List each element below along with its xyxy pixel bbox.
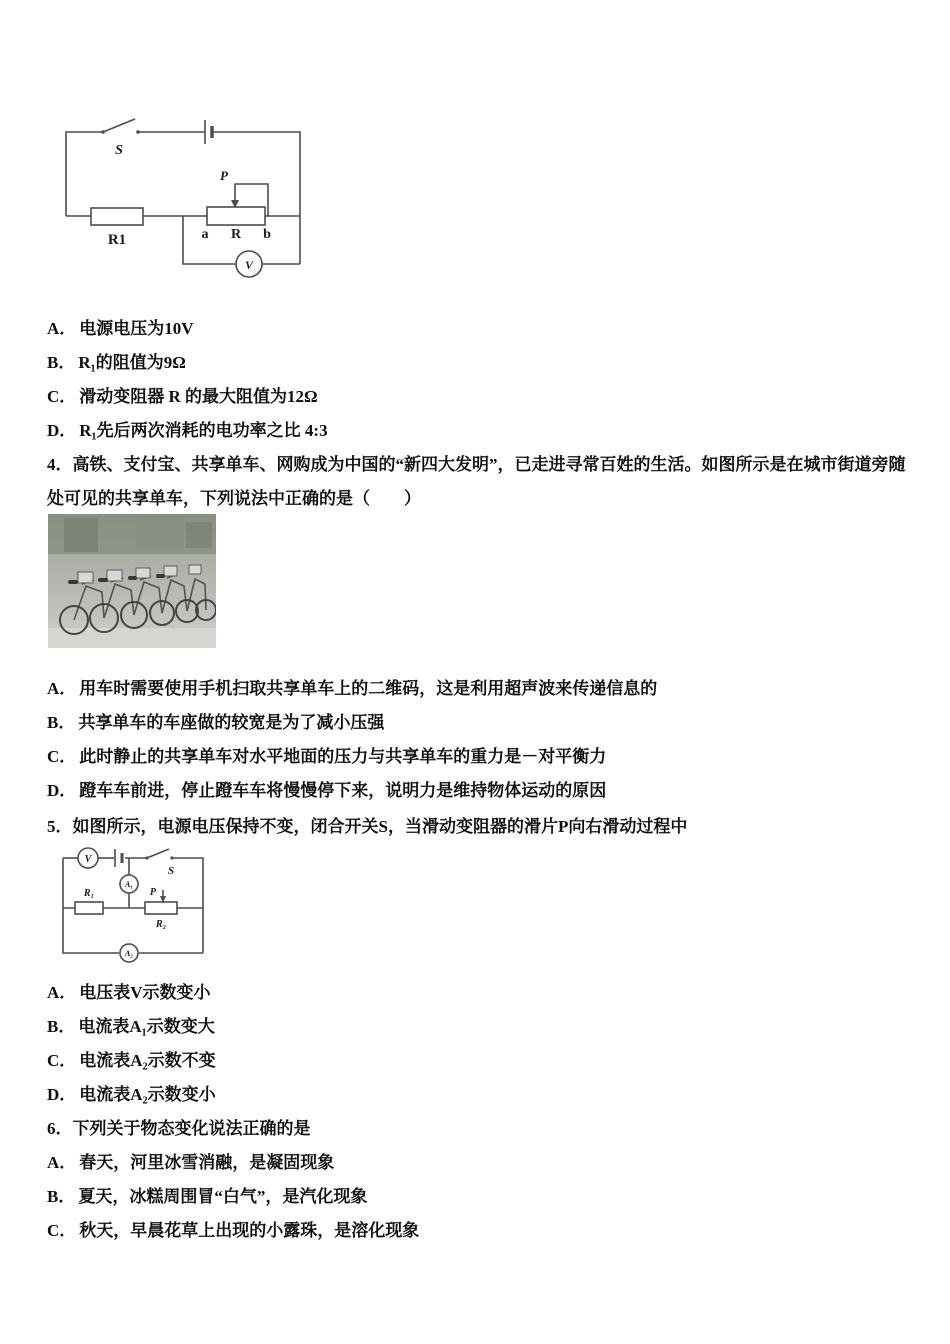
option-text: 此时静止的共享单车对水平地面的压力与共享单车的重力是－对平衡力 — [79, 747, 607, 766]
option-label: B． — [47, 1017, 76, 1036]
q6-stem: 6．下列关于物态变化说法正确的是 — [47, 1119, 311, 1138]
option-label: A． — [47, 1153, 77, 1172]
option-label: D． — [47, 1085, 77, 1104]
option-a — [47, 312, 328, 346]
option-text: 秋天，早晨花草上出现的小露珠，是溶化现象 — [79, 1221, 420, 1240]
option-d — [47, 1078, 216, 1112]
q6-options — [47, 1146, 419, 1248]
option-b — [47, 346, 328, 380]
rheostat-icon — [207, 207, 265, 225]
q5-stem: 5．如图所示，电源电压保持不变，闭合开关S，当滑动变阻器的滑片P向右滑动过程中 — [47, 817, 688, 836]
option-c — [47, 1214, 419, 1248]
option-label: C． — [47, 1221, 77, 1240]
option-text: 用车时需要使用手机扫取共享单车上的二维码，这是利用超声波来传递信息的 — [79, 679, 658, 698]
option-d — [47, 414, 328, 448]
resistor-r1-icon — [91, 208, 143, 225]
rheostat-label: R — [230, 227, 242, 242]
option-b — [47, 1180, 419, 1214]
option-c — [47, 740, 657, 774]
slider-label: P — [220, 168, 228, 183]
option-b — [47, 1010, 216, 1044]
q5-options — [47, 976, 216, 1112]
option-text: R₁的阻值为9Ω — [78, 353, 186, 372]
voltmeter-label: V — [244, 258, 254, 272]
option-label: A． — [47, 983, 77, 1002]
wire — [213, 132, 300, 264]
option-text: 蹬车车前进，停止蹬车车将慢慢停下来，说明力是维持物体运动的原因 — [79, 781, 607, 800]
option-text: R₁先后两次消耗的电功率之比 4:3 — [79, 421, 328, 440]
r2-label: R₂ — [155, 919, 167, 930]
option-label: B． — [47, 353, 76, 372]
option-label: A． — [47, 679, 77, 698]
option-text: 电源电压为10V — [79, 319, 194, 338]
option-text: 电流表A₁示数变大 — [78, 1017, 215, 1036]
option-label: C． — [47, 1051, 77, 1070]
switch-label: S — [115, 143, 123, 158]
option-c — [47, 1044, 216, 1078]
battery-icon — [205, 120, 212, 144]
option-label: A． — [47, 319, 77, 338]
option-text: 电压表V示数变小 — [79, 983, 211, 1002]
option-label: C． — [47, 747, 77, 766]
option-label: B． — [47, 1187, 76, 1206]
option-text: 共享单车的车座做的较宽是为了减小压强 — [78, 713, 385, 732]
switch-icon — [145, 849, 173, 860]
option-b — [47, 706, 657, 740]
option-text: 电流表A₂示数变小 — [79, 1085, 216, 1104]
shared-bikes-photo — [48, 514, 216, 648]
q4-stem: 4．高铁、支付宝、共享单车、网购成为中国的“新四大发明”，已走进寻常百姓的生活。如图所示是在城市街道旁随处可见的共享单车，下列说法中正确的是（ ） — [47, 455, 906, 508]
rheostat-r2-icon — [145, 902, 177, 914]
slider-label: P — [149, 887, 156, 898]
option-label: B． — [47, 713, 76, 732]
option-a — [47, 1146, 419, 1180]
option-text: 滑动变阻器 R 的最大阻值为12Ω — [79, 387, 318, 406]
voltmeter-label: V — [84, 854, 92, 865]
option-a — [47, 976, 216, 1010]
option-label: D． — [47, 421, 77, 440]
switch-label: S — [168, 865, 175, 877]
option-label: C． — [47, 387, 77, 406]
option-text: 春天，河里冰雪消融，是凝固现象 — [79, 1153, 335, 1172]
switch-icon — [101, 119, 140, 134]
resistor-r1-icon — [75, 902, 103, 914]
r1-label: R₁ — [83, 888, 95, 899]
circuit-diagram-q3 — [55, 112, 315, 292]
circuit-diagram-q5 — [55, 846, 215, 968]
option-a — [47, 672, 657, 706]
r1-label: R1 — [107, 232, 127, 248]
terminal-a-label: a — [201, 227, 209, 242]
option-label: D． — [47, 781, 77, 800]
wire — [66, 132, 103, 216]
option-text: 电流表A₂示数不变 — [79, 1051, 216, 1070]
ammeter1-label: A₁ — [124, 880, 134, 889]
battery-icon — [115, 849, 122, 867]
ammeter2-label: A₂ — [124, 949, 134, 958]
terminal-b-label: b — [263, 227, 271, 242]
option-text: 夏天，冰糕周围冒“白气”，是汽化现象 — [78, 1187, 368, 1206]
option-c — [47, 380, 328, 414]
q4-options — [47, 672, 657, 808]
option-d — [47, 774, 657, 808]
q3-options — [47, 312, 328, 448]
